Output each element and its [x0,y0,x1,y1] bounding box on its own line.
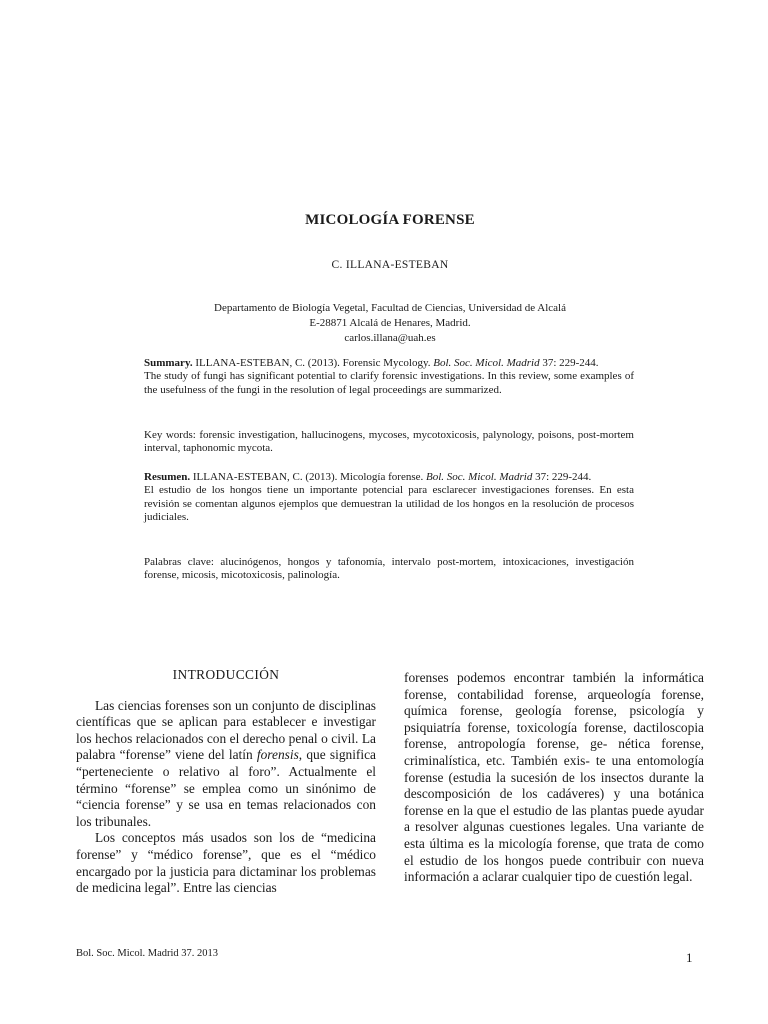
intro-paragraph-1 [76,698,376,831]
affiliation-department: Departamento de Biología Vegetal, Facultad de Ciencias, Universidad de Alcalá [214,302,566,314]
resumen-block [144,471,634,524]
intro-paragraph-3: forenses podemos encontrar también la informática forense, contabilidad forense, arqueología forense, química forense, geología forense, psicología y psiquiatría forense, toxicología forense, dactiloscopia forense, antropología forense, ge- nética forense, criminalística, etc. También exis- te una entomología forense (estudia la sucesión de los insectos durante la descomposición de los cadáveres) y una botánica forense en la que el estudio de las plantas puede ayudar a resolver algunas cuestiones legales. Una variante de esta última es la micología forense, que trata de como el estudio de los hongos puede contribuir con nueva información a aclarar cualquier tipo de cuestión legal. [404,670,704,885]
left-column [76,667,376,897]
intro-paragraph-1-end: , que significa “perteneciente o relativo al foro”. Actualmente el término “forense” se emplea como un sinónimo de “ciencia forense” y se usa en temas relacionados con los tribunales. [76,747,376,829]
affiliation-block [0,301,768,346]
page-number: 1 [686,950,693,965]
resumen-label: Resumen. [144,471,191,483]
summary-label: Summary. [144,357,193,369]
resumen-text: El estudio de los hongos tiene un importante potencial para esclarecer investigaciones forenses. En esta revisión se comentan algunos ejemplos que demuestran la utilidad de los hongos en la resolución de procesos judiciales. [144,484,634,523]
summary-citation-pages: 37: 229-244. [539,357,599,369]
resumen-journal: Bol. Soc. Micol. Madrid [426,471,533,483]
author-name: C. ILLANA-ESTEBAN [331,259,449,271]
summary-journal: Bol. Soc. Micol. Madrid [433,357,540,369]
journal-footer: Bol. Soc. Micol. Madrid 37. 2013 [76,948,219,959]
intro-paragraph-1-start: Las ciencias forenses son un conjunto de disciplinas científicas que se aplican para establecer e investigar los hechos relacionados con el derecho penal o civil. La palabra “forense” viene del latín [76,697,376,763]
intro-paragraph-2: Los conceptos más usados son los de “medicina forense” y “médico forense”, que es el “médico encargado por la justicia para dictaminar los problemas de medicina legal”. Entre las ciencias [76,830,376,896]
latin-term: forensis [256,747,299,763]
affiliation-address: E-28871 Alcalá de Henares, Madrid. [309,317,471,329]
resumen-citation: ILLANA-ESTEBAN, C. (2013). Micología forense. [190,471,426,483]
author-email: carlos.illana@uah.es [344,332,436,344]
article-title: MICOLOGÍA FORENSE [305,212,475,228]
keywords-english: Key words: forensic investigation, hallucinogens, mycoses, mycotoxicosis, palynology, poisons, post-mortem interval, taphonomic mycota. [144,429,634,455]
summary-citation: ILLANA-ESTEBAN, C. (2013). Forensic Mycology. [192,357,434,369]
section-heading-introduction: INTRODUCCIÓN [172,667,280,682]
keywords-spanish: Palabras clave: alucinógenos, hongos y tafonomía, intervalo post-mortem, intoxicaciones, investigación forense, micosis, micotoxicosis, palinología. [144,556,634,582]
summary-text: The study of fungi has significant potential to clarify forensic investigations. In this review, some examples of the usefulness of the fungi in the resolution of legal proceedings are summarized. [144,370,634,396]
right-column [404,670,704,886]
summary-block [144,357,634,397]
resumen-citation-pages: 37: 229-244. [532,471,592,483]
